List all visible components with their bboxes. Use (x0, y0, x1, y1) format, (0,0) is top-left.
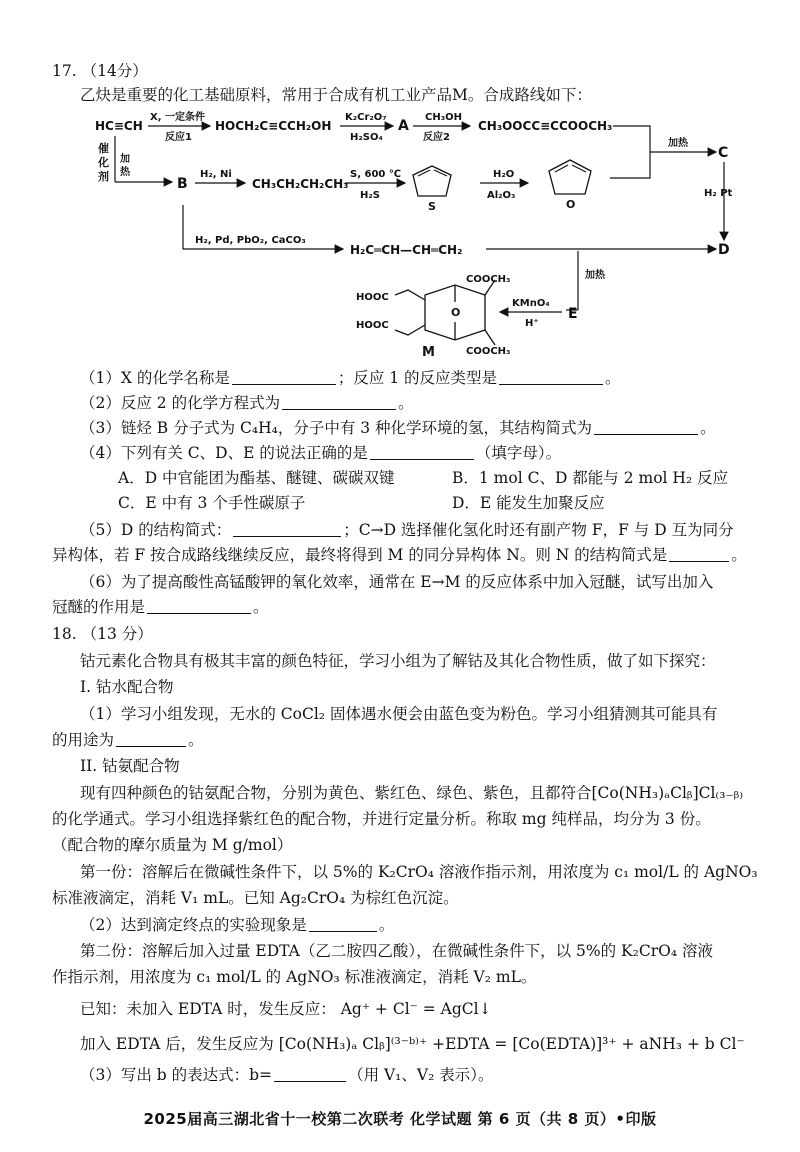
answer-blank[interactable] (669, 545, 729, 562)
acetylene: HC≡CH (95, 119, 143, 133)
synthesis-scheme (90, 108, 770, 358)
thiophene-s: S (428, 200, 436, 213)
reaction1-label: 反应1 (165, 132, 192, 143)
kmno4: KMnO₄ (512, 298, 550, 309)
option-b: B．1 mol C、D 都能与 2 mol H₂ 反应 (452, 469, 729, 487)
diol: HOCH₂C≡CCH₂OH (215, 119, 332, 133)
q18-header: 18. （13 分） (52, 625, 153, 643)
answer-blank[interactable] (233, 520, 341, 537)
compound-c: C (718, 145, 729, 161)
diester: CH₃OOCC≡CCOOCH₃ (478, 119, 613, 133)
diester-connector (613, 126, 650, 152)
q18-p2: 第一份：溶解后在微碱性条件下，以 5%的 K₂CrO₄ 溶液作指示剂，用浓度为 c₁ mol/L 的 AgNO₃ (80, 863, 758, 881)
q18-p1-cont: 的化学通式。学习小组选择紫红色的配合物，并进行定量分析。称取 mg 纯样品，均分为 3 份。 (52, 810, 711, 828)
sulfur: S, 600 ℃ (350, 169, 401, 180)
q18-p1: 现有四种颜色的钴氨配合物，分别为黄色、紫红色、绿色、紫色，且都符合[Co(NH₃)ₐClᵦ]Cl₍₃₋ᵦ₎ (80, 784, 744, 802)
q18-p1-note: （配合物的摩尔质量为 M g/mol） (52, 836, 293, 854)
page-footer: 2025届高三湖北省十一校第二次联考 化学试题 第 6 页（共 8 页）•印版 (143, 1110, 657, 1128)
heat3: 加热 (585, 270, 605, 281)
catalyst-1: 催 (98, 142, 109, 155)
answer-blank[interactable] (309, 915, 377, 932)
butane: CH₃CH₂CH₂CH₃ (252, 177, 349, 191)
hooc-1: HOOC (356, 292, 389, 303)
answer-blank[interactable] (232, 368, 336, 385)
furan-o: O (566, 198, 576, 211)
heat1: 加热 (668, 138, 688, 149)
q17-5: （5）D 的结构简式： ；C→D 选择催化氢化时还有副产物 F，F 与 D 互为同分 (80, 521, 734, 539)
hplus: H⁺ (525, 318, 539, 329)
part-2-title: II. 钴氨配合物 (80, 757, 180, 775)
alumina: Al₂O₃ (487, 190, 516, 201)
thiophene-ring (413, 166, 451, 196)
option-d: D．E 能发生加聚反应 (452, 494, 605, 512)
answer-blank[interactable] (147, 597, 251, 614)
option-c: C．E 中有 3 个手性碳原子 (118, 494, 306, 512)
bridge-o: O (451, 306, 461, 319)
h2s: H₂S (360, 190, 380, 201)
q17-6-cont: 冠醚的作用是 。 (52, 598, 269, 616)
cond-x: X, 一定条件 (150, 112, 205, 123)
q17-2: （2）反应 2 的化学方程式为 。 (80, 394, 414, 412)
compound-a: A (398, 118, 409, 134)
edta-product: [Co(EDTA)]³⁺ (512, 1035, 617, 1053)
part-1-title: I. 钴水配合物 (80, 678, 174, 696)
q17-4: （4）下列有关 C、D、E 的说法正确的是 （填字母）。 (80, 444, 562, 462)
q17-header: 17. （14分） (52, 62, 148, 80)
product-m-structure (395, 280, 495, 345)
q18-p3: 第二份：溶解后加入过量 EDTA（乙二胺四乙酸），在微碱性条件下，以 5%的 K₂CrO₄ 溶液 (80, 942, 713, 960)
reaction2-label: 反应2 (423, 132, 450, 143)
hooc-2: HOOC (356, 320, 389, 331)
oxidant: K₂Cr₂O₇ (345, 112, 387, 123)
q18-3: （3）写出 b 的表达式：b= （用 V₁、V₂ 表示）。 (80, 1066, 494, 1084)
q17-1: （1）X 的化学名称是 ；反应 1 的反应类型是 。 (80, 369, 621, 387)
cooch3-top: COOCH₃ (466, 274, 511, 285)
butadiene: H₂C═CH—CH═CH₂ (350, 243, 463, 257)
h2pt: H₂ Pt (704, 188, 733, 199)
answer-blank[interactable] (594, 418, 698, 435)
q18-1: （1）学习小组发现，无水的 CoCl₂ 固体遇水便会由蓝色变为粉色。学习小组猜测其可能具有 (80, 705, 718, 723)
q17-5-cont: 异构体，若 F 按合成路线继续反应，最终将得到 M 的同分异构体 N。则 N 的结构简式是 。 (52, 546, 747, 564)
edta-complex: [Co(NH₃)ₐ Clᵦ]⁽³⁻ᵇ⁾⁺ (278, 1035, 428, 1053)
answer-blank[interactable] (274, 1065, 346, 1082)
q18-1-cont: 的用途为 。 (52, 731, 204, 749)
q18-p2-cont: 标准液滴定，消耗 V₁ mL。已知 Ag₂CrO₄ 为棕红色沉淀。 (52, 889, 459, 907)
q17-intro: 乙炔是重要的化工基础原料，常用于合成有机工业产品M。合成路线如下： (80, 86, 592, 104)
option-a: A．D 中官能团为酯基、醚键、碳碳双键 (118, 469, 395, 487)
heat2-1: 加 (120, 154, 130, 165)
catalyst-3: 剂 (98, 170, 109, 183)
q18-known: 已知：未加入 EDTA 时，发生反应： Ag⁺ + Cl⁻ = AgCl↓ (80, 1000, 492, 1018)
q17-3: （3）链烃 B 分子式为 C₄H₄，分子中有 3 种化学环境的氢，其结构简式为 。 (80, 419, 716, 437)
compound-b: B (177, 176, 188, 192)
heat2-2: 热 (120, 167, 130, 178)
q18-p3-cont: 作指示剂，用浓度为 c₁ mol/L 的 AgNO₃ 标准液滴定，消耗 V₂ mL。 (52, 968, 537, 986)
q17-6: （6）为了提高酸性高锰酸钾的氧化效率，通常在 E→M 的反应体系中加入冠醚，试写出加入 (80, 573, 714, 591)
methanol: CH₃OH (425, 112, 462, 123)
lindlar: H₂, Pd, PbO₂, CaCO₃ (195, 235, 306, 246)
water: H₂O (493, 169, 515, 180)
h2ni: H₂, Ni (200, 169, 232, 180)
q18-intro: 钴元素化合物具有极其丰富的颜色特征，学习小组为了解钴及其化合物性质，做了如下探究： (80, 652, 716, 670)
compound-m: M (422, 345, 435, 358)
furan-connector (610, 152, 650, 178)
compound-e: E (568, 306, 578, 322)
furan-ring (549, 160, 591, 194)
answer-blank[interactable] (370, 443, 474, 460)
compound-d: D (718, 242, 730, 258)
acid: H₂SO₄ (350, 132, 383, 143)
q18-edta: 加入 EDTA 后，发生反应为 [Co(NH₃)ₐ Clᵦ]⁽³⁻ᵇ⁾⁺ +EDTA = [Co(EDTA)]³⁺ + aNH₃ + b Cl⁻ (80, 1035, 745, 1053)
answer-blank[interactable] (116, 730, 186, 747)
catalyst-2: 化 (98, 156, 109, 169)
answer-blank[interactable] (282, 393, 396, 410)
cooch3-bottom: COOCH₃ (466, 346, 511, 357)
answer-blank[interactable] (499, 368, 603, 385)
q18-2: （2）达到滴定终点的实验现象是 。 (80, 916, 395, 934)
